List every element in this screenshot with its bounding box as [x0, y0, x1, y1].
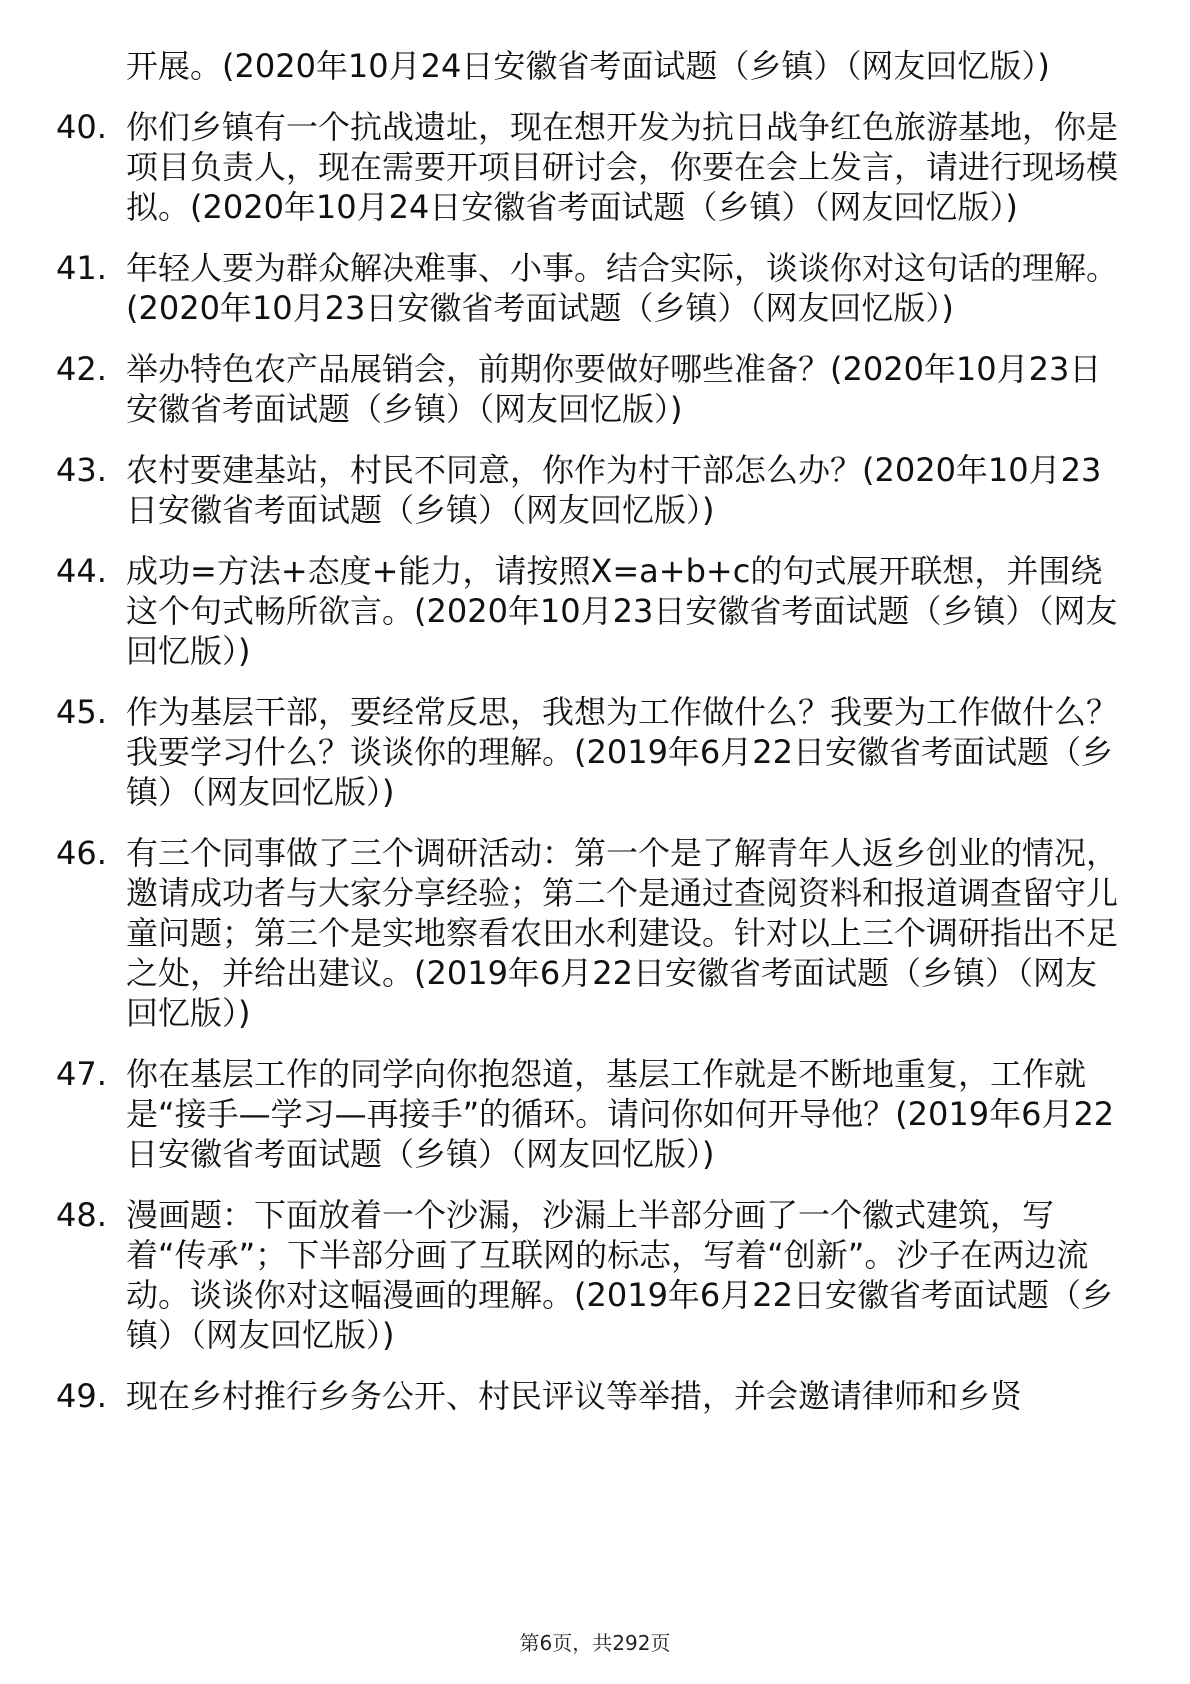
question-number: 42.: [56, 350, 107, 388]
question-text: 成功=方法+态度+能力，请按照X=a+b+c的句式展开联想，并围绕这个句式畅所欲言。(2020年10月23日安徽省考面试题（乡镇）（网友回忆版）): [126, 552, 1118, 670]
question-item-44: [56, 551, 1136, 671]
question-text: 举办特色农产品展销会，前期你要做好哪些准备？(2020年10月23日安徽省考面试题（乡镇）（网友回忆版）): [126, 350, 1102, 428]
page-number: 第6页，共292页: [519, 1631, 671, 1655]
question-item-49: [56, 1376, 1136, 1416]
question-number: 41.: [56, 249, 107, 287]
question-number: 43.: [56, 451, 107, 489]
question-item-42: [56, 349, 1136, 429]
question-number: 46.: [56, 834, 107, 872]
question-item-40: [56, 107, 1136, 227]
question-text: 年轻人要为群众解决难事、小事。结合实际，谈谈你对这句话的理解。(2020年10月23日安徽省考面试题（乡镇）（网友回忆版）): [126, 249, 1119, 327]
question-number: 44.: [56, 552, 107, 590]
question-text: 你在基层工作的同学向你抱怨道，基层工作就是不断地重复，工作就是“接手—学习—再接手”的循环。请问你如何开导他？(2019年6月22日安徽省考面试题（乡镇）（网友回忆版）): [126, 1055, 1115, 1173]
question-item-47: [56, 1054, 1136, 1174]
question-text: 有三个同事做了三个调研活动：第一个是了解青年人返乡创业的情况，邀请成功者与大家分享经验；第二个是通过查阅资料和报道调查留守儿童问题；第三个是实地察看农田水利建设。针对以上三个调研指出不足之处，并给出建议。(2019年6月22日安徽省考面试题（乡镇）（网友回忆版）): [126, 834, 1119, 1032]
question-number: 48.: [56, 1196, 107, 1234]
question-item-48: [56, 1195, 1136, 1355]
question-number: 45.: [56, 693, 107, 731]
question-text: 你们乡镇有一个抗战遗址，现在想开发为抗日战争红色旅游基地，你是项目负责人，现在需要开项目研讨会，你要在会上发言，请进行现场模拟。(2020年10月24日安徽省考面试题（乡镇）（网友回忆版）): [126, 108, 1119, 226]
question-item-46: [56, 833, 1136, 1033]
question-text: 农村要建基站，村民不同意，你作为村干部怎么办？(2020年10月23日安徽省考面试题（乡镇）（网友回忆版）): [126, 451, 1102, 529]
question-list: [56, 46, 1136, 1437]
question-text: 现在乡村推行乡务公开、村民评议等举措，并会邀请律师和乡贤: [126, 1377, 1023, 1415]
question-item-41: [56, 248, 1136, 328]
question-number: 49.: [56, 1377, 107, 1415]
question-number: 47.: [56, 1055, 107, 1093]
continued-question-text: 开展。(2020年10月24日安徽省考面试题（乡镇）（网友回忆版）): [126, 47, 1050, 85]
page-footer: [0, 1630, 1190, 1656]
question-number: 40.: [56, 108, 107, 146]
question-item-43: [56, 450, 1136, 530]
question-text: 漫画题：下面放着一个沙漏，沙漏上半部分画了一个徽式建筑，写着“传承”；下半部分画了互联网的标志，写着“创新”。沙子在两边流动。谈谈你对这幅漫画的理解。(2019年6月22日安徽省考面试题（乡镇）（网友回忆版）): [126, 1196, 1114, 1354]
question-text: 作为基层干部，要经常反思，我想为工作做什么？我要为工作做什么？我要学习什么？谈谈你的理解。(2019年6月22日安徽省考面试题（乡镇）（网友回忆版）): [126, 693, 1119, 811]
question-item-45: [56, 692, 1136, 812]
